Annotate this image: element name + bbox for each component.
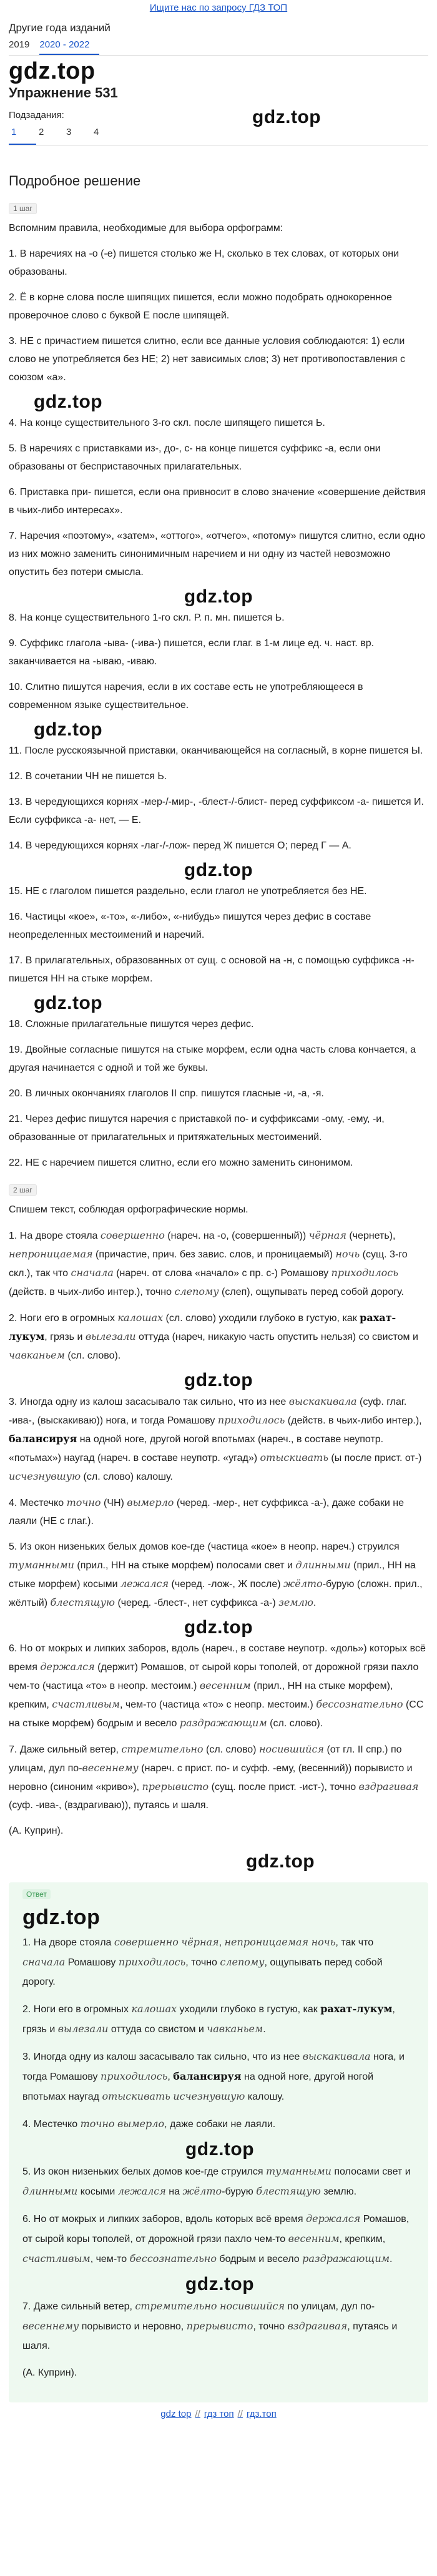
text-segment: (сущ. 3-го скл.), так что xyxy=(9,1249,408,1279)
highlighted-word: блестящую xyxy=(256,2185,321,2197)
highlighted-word: стремительно xyxy=(121,1743,204,1755)
sentence xyxy=(22,2114,417,2134)
text-segment: 1. На дворе стояла xyxy=(22,1937,114,1948)
text-segment: Ромашов, от сырой коры тополей, от дорожной грязи пахло чем-то xyxy=(22,2214,410,2244)
text-segment: . xyxy=(389,2254,393,2264)
footer-separator: // xyxy=(237,2409,243,2419)
highlighted-word: жёлто xyxy=(283,1578,323,1590)
text-segment: , грязь и xyxy=(44,1332,86,1342)
rule-item: 20. В личных окончаниях глаголов II спр. пишутся гласные -и, -а, -я. xyxy=(9,1088,324,1099)
highlighted-word: чёрная xyxy=(181,1936,219,1948)
step-intro: Вспомним правила, необходимые для выбора орфограмм: xyxy=(9,223,283,234)
text-segment: (сл. слово) калошу. xyxy=(81,1472,173,1482)
highlighted-word: ночь xyxy=(335,1248,360,1260)
text-segment: (сл. слово). xyxy=(64,1350,121,1361)
highlighted-word: отыскивать xyxy=(102,2090,170,2102)
text-segment: , xyxy=(219,1937,225,1948)
highlighted-word: вымерло xyxy=(117,2118,165,2130)
rule-item: 13. В чередующихся корнях -мер-/-мир-, -блест-/-блист- перед суффиксом -а- пишется И. Если суффикса -а- нет, — Е. xyxy=(9,797,424,825)
text-segment: (прил., НН на стыке морфем) полосами свет и xyxy=(74,1560,296,1571)
watermark-logo: gdz.top xyxy=(34,993,103,1013)
highlighted-word: прерывисто xyxy=(142,1781,209,1792)
sentence xyxy=(22,2296,417,2356)
sentence xyxy=(22,1932,417,1992)
watermark-logo: gdz.top xyxy=(252,107,322,127)
text-segment: (прил., НН на стыке морфем) косыми xyxy=(9,1560,416,1590)
text-segment: порывисто и неровно, xyxy=(79,2321,187,2332)
rewritten-text xyxy=(9,1226,428,1840)
text-segment: -бурую xyxy=(222,2186,257,2197)
text-segment: , крепким, xyxy=(339,2234,386,2244)
watermark-logo: gdz.top xyxy=(184,1370,253,1390)
highlighted-word: отыскивать xyxy=(260,1452,328,1463)
highlighted-word: слепому xyxy=(174,1286,219,1297)
text-segment: , точно xyxy=(253,2321,288,2332)
sentence xyxy=(22,2161,417,2201)
text-segment: (ЧН) xyxy=(101,1498,127,1508)
text-segment: 5. Из окон низеньких белых домов кое-где (частица «кое» в неопр. нареч.) струился xyxy=(9,1541,400,1552)
text-segment: , грязь и xyxy=(22,2004,395,2035)
highlighted-word: точно xyxy=(80,2118,115,2130)
text-segment: 1. На дворе стояла xyxy=(9,1231,101,1241)
highlighted-word: держался xyxy=(40,1661,95,1673)
highlighted-word: чавканьем xyxy=(207,2023,263,2035)
highlighted-word: бессознательно xyxy=(129,2253,217,2264)
highlighted-word: длинными xyxy=(295,1559,351,1571)
rule-item: 15. НЕ с глаголом пишется раздельно, если глагол не употребляется без НЕ. xyxy=(9,886,367,897)
step-intro: Спишем текст, соблюдая орфографические нормы. xyxy=(9,1204,248,1215)
text-segment: (прил., НН на стыке морфем), крепким, xyxy=(9,1681,393,1710)
sentence xyxy=(9,1639,428,1733)
step-badge: 2 шаг xyxy=(9,1184,37,1196)
text-segment: (чернеть), xyxy=(346,1231,396,1241)
highlighted-word: приходилось xyxy=(118,1956,186,1968)
watermark-logo: gdz.top xyxy=(184,1617,253,1638)
rule-item: 19. Двойные согласные пишутся на стыке морфем, если одна часть слова кончается, а другая начинается с одной и той же буквы. xyxy=(9,1045,416,1073)
text-segment: (держит) Ромашов, от сырой коры тополей, от дорожной грязи пахло чем-то (частица «то» в неопр. местоим.) xyxy=(9,1662,419,1691)
text-segment: 3. Иногда одну из калош засасывало так сильно, что из нее xyxy=(22,2052,303,2062)
rule-item: 17. В прилагательных, образованных от сущ. с основой на -н, с помощью суффикса -н- пишется НН на стыке морфем. xyxy=(9,955,415,984)
text-segment: , чем-то (частица «то» с неопр. местоим.) xyxy=(119,1699,317,1710)
search-hint-link[interactable]: Ищите нас по запросу ГДЗ ТОП xyxy=(149,2,288,13)
sentence xyxy=(9,1309,428,1365)
text-segment: (суф. -ива-, (вздрагиваю)), путаясь и шаля. xyxy=(9,1800,209,1811)
subsections-tabs xyxy=(9,125,428,145)
answer-text xyxy=(22,1932,417,2382)
text-segment: , ощупывать перед собой дорогу. xyxy=(22,1957,383,1987)
text-segment: (нареч. от слова «начало» с пр. с-) Ромашову xyxy=(113,1268,331,1279)
watermark-logo: gdz.top xyxy=(246,1851,315,1872)
highlighted-word: слепому xyxy=(220,1956,265,1968)
highlighted-word: жёлто xyxy=(182,2185,222,2197)
text-segment: , так что xyxy=(335,1937,374,1948)
watermark-logo: gdz.top xyxy=(34,719,103,740)
rule-item: 5. В наречиях с приставками из-, до-, с- на конце пишется суффикс -а, если они образованы от бесприставочных прилагательных. xyxy=(9,443,381,472)
highlighted-word: носившийся xyxy=(220,2300,285,2312)
text-segment: (черед. -лож-, Ж после) xyxy=(169,1579,284,1590)
answer-box xyxy=(9,1882,428,2402)
highlighted-word: туманными xyxy=(265,2165,331,2177)
text-segment: 7. Даже сильный ветер, xyxy=(9,1744,122,1755)
rule-item: 4. На конце существительного 3-го скл. после шипящего пишется Ь. xyxy=(9,418,325,428)
rule-item: 11. После русскоязычной приставки, оканчивающейся на согласный, в корне пишется Ы. xyxy=(9,745,423,756)
text-segment: (черед. -блест-, нет суффикса -а-) xyxy=(115,1598,279,1608)
watermark-logo: gdz.top xyxy=(9,58,96,84)
rule-item: 22. НЕ с наречием пишется слитно, если его можно заменить синонимом. xyxy=(9,1158,353,1168)
watermark-logo: gdz.top xyxy=(184,586,253,607)
text-segment: оттуда со свистом и xyxy=(108,2024,207,2035)
rule-item: 12. В сочетании ЧН не пишется Ь. xyxy=(9,771,167,782)
subsection-tab-4[interactable]: 4 xyxy=(94,127,99,137)
text-segment: (нареч. с прист. по- и суфф. -ему, (весенний)) порывисто и неровно (синоним «криво»), xyxy=(9,1763,413,1792)
highlighted-word: блестящую xyxy=(50,1596,115,1608)
sentence xyxy=(22,1999,417,2039)
highlighted-word: исчезнувшую xyxy=(173,2090,245,2102)
text-segment: (сл. слово). xyxy=(267,1718,323,1729)
answer-badge: Ответ xyxy=(22,1889,51,1899)
step-badge: 1 шаг xyxy=(9,203,37,214)
editions-tabs xyxy=(9,38,428,56)
highlighted-word: счастливым xyxy=(22,2253,91,2264)
watermark-logo: gdz.top xyxy=(184,860,253,880)
text-segment: на xyxy=(165,2186,183,2197)
text-segment: (причастие, прич. без завис. слов, и проницаемый) xyxy=(92,1249,336,1260)
rule-item: 8. На конце существительного 1-го скл. Р. п. мн. пишется Ь. xyxy=(9,612,285,623)
text-segment: 4. Местечко xyxy=(22,2119,81,2130)
step-1 xyxy=(9,198,428,1172)
highlighted-word: землю xyxy=(278,1596,313,1608)
highlighted-word: непроницаемая xyxy=(224,1936,309,1948)
subsection-tab-1[interactable]: 1 xyxy=(9,125,36,145)
edition-tab-2019[interactable]: 2019 xyxy=(9,39,30,50)
text-segment: (суф. глаг. -ива-, (выскакиваю)) нога, и тогда Ромашову xyxy=(9,1397,407,1426)
text-segment: (ы после прист. от-) xyxy=(328,1453,422,1463)
highlighted-word: калошах xyxy=(131,2003,177,2015)
footer-link[interactable]: gdz top xyxy=(160,2409,192,2419)
highlighted-word: вымерло xyxy=(127,1497,174,1508)
highlighted-word: приходилось xyxy=(100,2070,168,2082)
text-segment: (А. Куприн). xyxy=(22,2367,77,2378)
highlighted-word: туманными xyxy=(9,1559,74,1571)
other-editions-title: Другие года изданий xyxy=(9,22,110,34)
highlighted-word: сначала xyxy=(22,1956,66,1968)
highlighted-word: приходилось xyxy=(217,1414,285,1426)
text-segment: -бурую (сложн. прил., жёлтый) xyxy=(9,1579,423,1608)
text-segment: (действ. в чьих-либо интер.), xyxy=(285,1415,422,1426)
rule-item: 9. Суффикс глагола -ыва- (-ива-) пишется, если глаг. в 1-м лице ед. ч. наст. вр. заканчивается на -ываю, -иваю. xyxy=(9,638,375,667)
sentence xyxy=(9,1392,428,1486)
bold-word: рахат-лукум xyxy=(9,1312,396,1342)
text-segment: (А. Куприн). xyxy=(9,1826,64,1836)
edition-tab-2020-2022[interactable]: 2020 - 2022 xyxy=(39,38,99,55)
text-segment: на одной ноге, другой ногой впотьмах (нареч., в составе неупотр. «потьмах») наугад (нареч. в составе неупотр. «угад») xyxy=(9,1434,384,1463)
sentence xyxy=(9,1226,428,1301)
sentence xyxy=(9,1493,428,1530)
highlighted-word: совершенно xyxy=(100,1229,165,1241)
highlighted-word: вздрагивая xyxy=(358,1781,419,1792)
footer-links xyxy=(9,2402,428,2423)
highlighted-word: выскакивала xyxy=(288,1395,357,1407)
footer-link[interactable]: гдз топ xyxy=(204,2409,234,2419)
text-segment: (сл. слово) уходили глубоко в густую, как xyxy=(163,1313,360,1324)
highlighted-word: весенним xyxy=(288,2233,340,2244)
watermark-logo: gdz.top xyxy=(34,391,103,412)
text-segment: бодрым и весело xyxy=(216,2254,303,2264)
sentence xyxy=(9,1740,428,1814)
highlighted-word: лежался xyxy=(117,2185,166,2197)
text-segment: (черед. -мер-, нет суффикса -а-), даже собаки не лаяли (НЕ с глаг.). xyxy=(9,1498,404,1526)
highlighted-word: раздражающим xyxy=(179,1717,267,1729)
text-segment: землю. xyxy=(320,2186,357,2197)
rule-item: 2. Ё в корне слова после шипящих пишется, если можно подобрать однокоренное проверочное слово с буквой Е после шипящей. xyxy=(9,292,392,321)
highlighted-word: чёрная xyxy=(308,1229,346,1241)
highlighted-word: вылезали xyxy=(57,2023,109,2035)
footer-separator: // xyxy=(195,2409,200,2419)
highlighted-word: калошах xyxy=(117,1312,164,1324)
text-segment: 7. Даже сильный ветер, xyxy=(22,2301,135,2312)
text-segment: Ромашову xyxy=(65,1957,119,1968)
text-segment: калошу. xyxy=(245,2092,285,2102)
rule-item: 7. Наречия «поэтому», «затем», «оттого», «отчего», «потому» пишутся слитно, если одно из них можно заменить синонимичным наречием и ни одну из частей невозможно опустить без потери смысла. xyxy=(9,531,426,578)
text-segment: 6. Но от мокрых и липких заборов, вдоль (нареч., в составе неупотр. «доль») которых всё время xyxy=(9,1643,426,1673)
highlighted-word: счастливым xyxy=(52,1698,120,1710)
rule-item: 1. В наречиях на -о (-е) пишется столько же Н, сколько в тех словах, от которых они образованы. xyxy=(9,248,400,277)
highlighted-word: приходилось xyxy=(331,1267,398,1279)
rule-item: 16. Частицы «кое», «-то», «-либо», «-нибудь» пишутся через дефис в составе неопределенных местоимений и наречий. xyxy=(9,912,371,940)
rules-list xyxy=(9,245,428,1172)
text-segment: (от гл. II спр.) по улицам, дул по- xyxy=(9,1744,402,1774)
watermark-logo: gdz.top xyxy=(185,2274,255,2294)
rule-item: 14. В чередующихся корнях -лаг-/-лож- перед Ж пишется О; перед Г — А. xyxy=(9,840,351,851)
watermark-logo: gdz.top xyxy=(185,2139,255,2160)
text-segment: на одной ноге, другой ногой впотьмах наугад xyxy=(22,2072,374,2102)
text-segment: (слеп), ощупывать перед собой дорогу. xyxy=(219,1287,404,1297)
text-segment: 3. Иногда одну из калош засасывало так сильно, что из нее xyxy=(9,1397,289,1407)
text-segment: , xyxy=(167,2072,174,2082)
highlighted-word: ночь xyxy=(311,1936,336,1948)
highlighted-word: весеннему xyxy=(82,1762,139,1774)
text-segment: , чем-то xyxy=(90,2254,130,2264)
text-segment: , даже собаки не лаяли. xyxy=(164,2119,276,2130)
bold-word: балансируя xyxy=(9,1433,77,1445)
text-segment: 4. Местечко xyxy=(9,1498,67,1508)
rule-item: 21. Через дефис пишутся наречия с приставкой по- и суффиксами -ому, -ему, -и, образованные от прилагательных и притяжательных местоимений. xyxy=(9,1114,385,1143)
sentence xyxy=(9,1822,428,1840)
subsection-tab-2[interactable]: 2 xyxy=(39,127,44,137)
text-segment: косыми xyxy=(77,2186,118,2197)
subsections-title: Подзадания: xyxy=(9,110,64,120)
bold-word: рахат-лукум xyxy=(320,2003,393,2015)
text-segment: оттуда (нареч, никакую часть опустить нельзя) со свистом и xyxy=(135,1332,418,1342)
highlighted-word: стремительно xyxy=(135,2300,217,2312)
step-2 xyxy=(9,1179,428,1840)
highlighted-word: вылезали xyxy=(85,1330,136,1342)
sentence xyxy=(22,2047,417,2107)
text-segment: 5. Из окон низеньких белых домов кое-где струился xyxy=(22,2166,266,2177)
text-segment: . xyxy=(313,1598,317,1608)
sentence xyxy=(22,2363,417,2382)
text-segment: (сущ. после прист. -ист-), точно xyxy=(209,1782,359,1792)
exercise-title: Упражнение 531 xyxy=(9,85,118,101)
sentence xyxy=(9,1538,428,1612)
rule-item: 18. Сложные прилагательные пишутся через дефис. xyxy=(9,1019,254,1030)
highlighted-word: совершенно xyxy=(114,1936,179,1948)
text-segment: (действ. в чьих-либо интер.), точно xyxy=(9,1287,175,1297)
text-segment: , точно xyxy=(185,1957,220,1968)
highlighted-word: весеннему xyxy=(22,2320,79,2332)
solution-title: Подробное решение xyxy=(9,173,141,189)
text-segment: 2. Ноги его в огромных xyxy=(22,2004,132,2015)
footer-link[interactable]: гдз.топ xyxy=(246,2409,277,2419)
bold-word: балансируя xyxy=(173,2070,242,2082)
highlighted-word: длинными xyxy=(22,2185,78,2197)
subsection-tab-3[interactable]: 3 xyxy=(66,127,72,137)
text-segment: уходили глубоко в густую, как xyxy=(177,2004,321,2015)
text-segment: (сл. слово) xyxy=(203,1744,259,1755)
highlighted-word: прерывисто xyxy=(186,2320,253,2332)
highlighted-word: носившийся xyxy=(258,1743,325,1755)
highlighted-word: весенним xyxy=(199,1679,251,1691)
text-segment: . xyxy=(263,2024,266,2035)
watermark-logo: gdz.top xyxy=(22,1905,101,1929)
rule-item: 3. НЕ с причастием пишется слитно, если все данные условия соблюдаются: 1) если слово не употребляется без НЕ; 2) нет зависимых слов; 3) нет противопоставления с союзом «а». xyxy=(9,336,406,383)
text-segment: нога, и тогда Ромашову xyxy=(22,2052,405,2082)
highlighted-word: непроницаемая xyxy=(9,1248,93,1260)
rule-item: 6. Приставка при- пишется, если она привносит в слово значение «совершение действия в чьих-либо интересах». xyxy=(9,487,426,516)
highlighted-word: вздрагивая xyxy=(287,2320,348,2332)
sentence xyxy=(22,2209,417,2269)
text-segment: 6. Но от мокрых и липких заборов, вдоль которых всё время xyxy=(22,2214,306,2225)
highlighted-word: точно xyxy=(66,1497,101,1508)
highlighted-word: чавканьем xyxy=(9,1349,65,1361)
highlighted-word: раздражающим xyxy=(302,2253,390,2264)
text-segment: по улицам, дул по- xyxy=(285,2301,375,2312)
highlighted-word: лежался xyxy=(120,1578,169,1590)
highlighted-word: бессознательно xyxy=(316,1698,403,1710)
text-segment: полосами свет и xyxy=(331,2166,411,2177)
rule-item: 10. Слитно пишутся наречия, если в их составе есть не употребляющееся в современном языке существительное. xyxy=(9,682,363,710)
text-segment: 2. Ноги его в огромных xyxy=(9,1313,118,1324)
highlighted-word: исчезнувшую xyxy=(9,1470,81,1482)
highlighted-word: сначала xyxy=(71,1267,114,1279)
text-segment: (СС на стыке морфем) бодрым и весело xyxy=(9,1699,424,1729)
highlighted-word: выскакивала xyxy=(302,2050,371,2062)
text-segment: (нареч. на -о, (совершенный)) xyxy=(164,1231,309,1241)
highlighted-word: держался xyxy=(305,2213,361,2225)
text-segment: , путаясь и шаля. xyxy=(22,2321,398,2351)
